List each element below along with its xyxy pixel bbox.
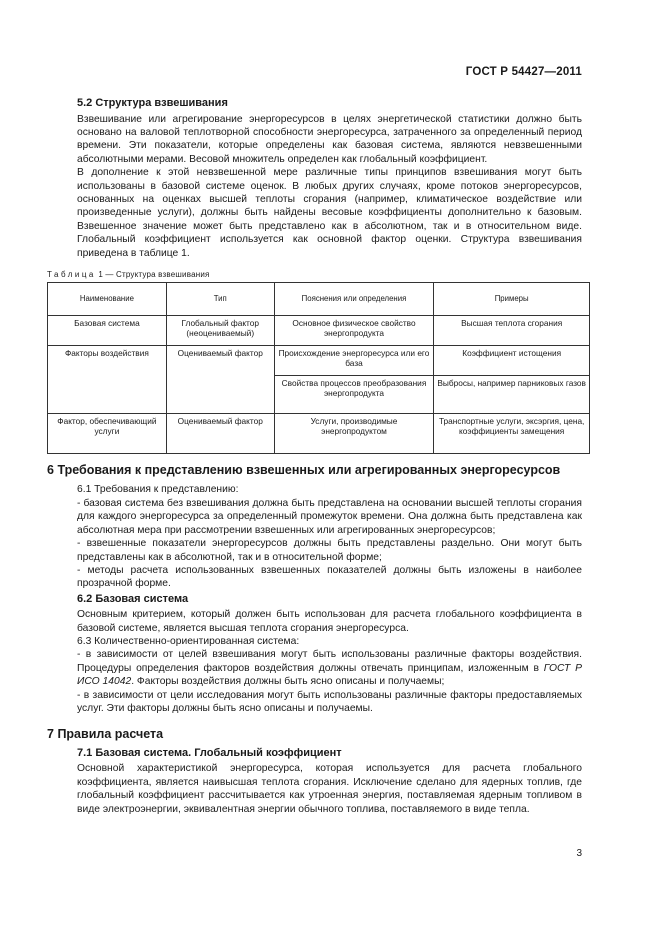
table-header-cell: Тип [166, 282, 274, 315]
table-cell: Происхождение энергоресурса или его база [274, 345, 434, 375]
table-header-row [48, 282, 590, 315]
table-1-caption-text: 1 — Структура взвешивания [98, 269, 210, 279]
table-cell [166, 375, 274, 413]
section-5-2-paragraph-2: В дополнение к этой невзвешенной мере различные типы принципов взвешивания могут быть использованы в базовой системе оценок. В любых других случаях, кроме потоков энергоресурсов, основанных на оценках высшей теплоты сгорания (например, климатическое воздействие или произведенные услуги), должны быть найдены весовые коэффициенты дополнительно к базовым. Взвешенное значение может быть представлено как в абсолютном, так и в относительном виде. Глобальный коэффициент используется как основной фактор оценки. Структура взвешивания приведена в таблице 1. [77, 167, 582, 259]
clause-6-2-paragraph: Основным критерием, который должен быть использован для расчета глобального коэффициента в базовой системе, является высшая теплота сгорания энергоресурса. [77, 609, 582, 634]
table-header-cell: Пояснения или определения [274, 282, 434, 315]
clause-6-1: 6.1 Требования к представлению: [77, 484, 239, 496]
clause-6-3: 6.3 Количественно-ориентированная система: [77, 636, 300, 648]
table-cell: Основное физическое свойство энергопродукта [274, 315, 434, 345]
table-cell: Оцениваемый фактор [166, 413, 274, 453]
standard-header: ГОСТ Р 54427—2011 [465, 66, 582, 78]
table-cell: Коэффициент истощения [434, 345, 590, 375]
clause-7-1-title: 7.1 Базовая система. Глобальный коэффициент [77, 746, 342, 759]
table-cell: Оцениваемый фактор [166, 345, 274, 375]
section-7-title [47, 727, 582, 743]
table-cell: Транспортные услуги, эксэргия, цена, коэффициенты замещения [434, 413, 590, 453]
table-row [48, 413, 590, 453]
section-5-2-title: 5.2 Структура взвешивания [77, 97, 228, 109]
table-cell: Фактор, обеспечивающий услуги [48, 413, 167, 453]
section-5-2-paragraph-1: Взвешивание или агрегирование энергоресурсов в целях энергетической статистики должно быть основано на валовой теплотворной способности энергоресурса, затраченного за определенный период времени. Эти показатели, которые определены как базовая система, являются невзвешенными абсолютными мерами. Весовой множитель определен как глобальный коэффициент. [77, 113, 582, 165]
table-header-cell: Примеры [434, 282, 590, 315]
section-6-title-text: Требования к представлению взвешенных или агрегированных энергоресурсов [57, 462, 561, 477]
table-1-caption [47, 270, 582, 279]
clause-6-2-title: 6.2 Базовая система [77, 592, 189, 605]
table-cell: Свойства процессов преобразования энергопродукта [274, 375, 434, 413]
section-6-title [47, 462, 582, 479]
table-cell [48, 375, 167, 413]
section-6-number: 6 [47, 462, 54, 477]
page-content [47, 97, 586, 816]
section-7-title-text: Правила расчета [57, 727, 164, 742]
bullet-item: - в зависимости от цели исследования могут быть использованы различные факторы предоставляемых услуг. Эти факторы должны быть ясно описаны и получаемы. [77, 689, 582, 715]
clause-7-1-paragraph: Основной характеристикой энергоресурса, которая используется для расчета глобального коэффициента, является наивысшая теплота сгорания. Исключение сделано для ядерных топлив, где глобальный коэффициент рассчитывается как утроенная энергия, поставляемая ядерным топливом в виде электроэнергии, эквивалентная энергии обычного топлива, поставляемого в виде тепла. [77, 763, 582, 815]
bullet-text: - в зависимости от целей взвешивания могут быть использованы различные факторы воздействия. Процедуры определения факторов воздействия должны отвечать принципам, изложенным в [77, 649, 582, 674]
bullet-item [77, 648, 582, 688]
page-number: 3 [576, 848, 582, 859]
table-cell: Услуги, производимые энергопродуктом [274, 413, 434, 453]
bullet-item: - взвешенные показатели энергоресурсов должны быть представлены раздельно. Они могут быть представлены как в абсолютной, так и в относительной форме; [77, 538, 582, 563]
table-row [48, 315, 590, 345]
table-header-cell: Наименование [48, 282, 167, 315]
table-cell: Выбросы, например парниковых газов [434, 375, 590, 413]
table-1-caption-word: Таблица [47, 269, 96, 279]
bullet-item: - методы расчета использованных взвешенных показателей должны быть изложены в наиболее прозрачной форме. [77, 564, 582, 590]
table-row [48, 345, 590, 375]
section-7-number: 7 [47, 727, 54, 742]
bullet-text: . Факторы воздействия должны быть ясно описаны и получаемы; [131, 676, 445, 688]
table-row [48, 375, 590, 413]
table-cell: Глобальный фактор (неоцениваемый) [166, 315, 274, 345]
bullet-item: - базовая система без взвешивания должна быть представлена на основании высшей теплоты сгорания для каждого энергоресурса за определенный промежуток времени. Она должна быть представлена как абсолютная мера при рассмотрении взвешенных или агрегированных энергоресурсов; [77, 497, 582, 536]
table-cell: Базовая система [48, 315, 167, 345]
table-cell: Высшая теплота сгорания [434, 315, 590, 345]
standard-reference-link: ГОСТ Р ИСО 14042 [77, 662, 582, 688]
table-cell: Факторы воздействия [48, 345, 167, 375]
table-1 [47, 282, 590, 454]
